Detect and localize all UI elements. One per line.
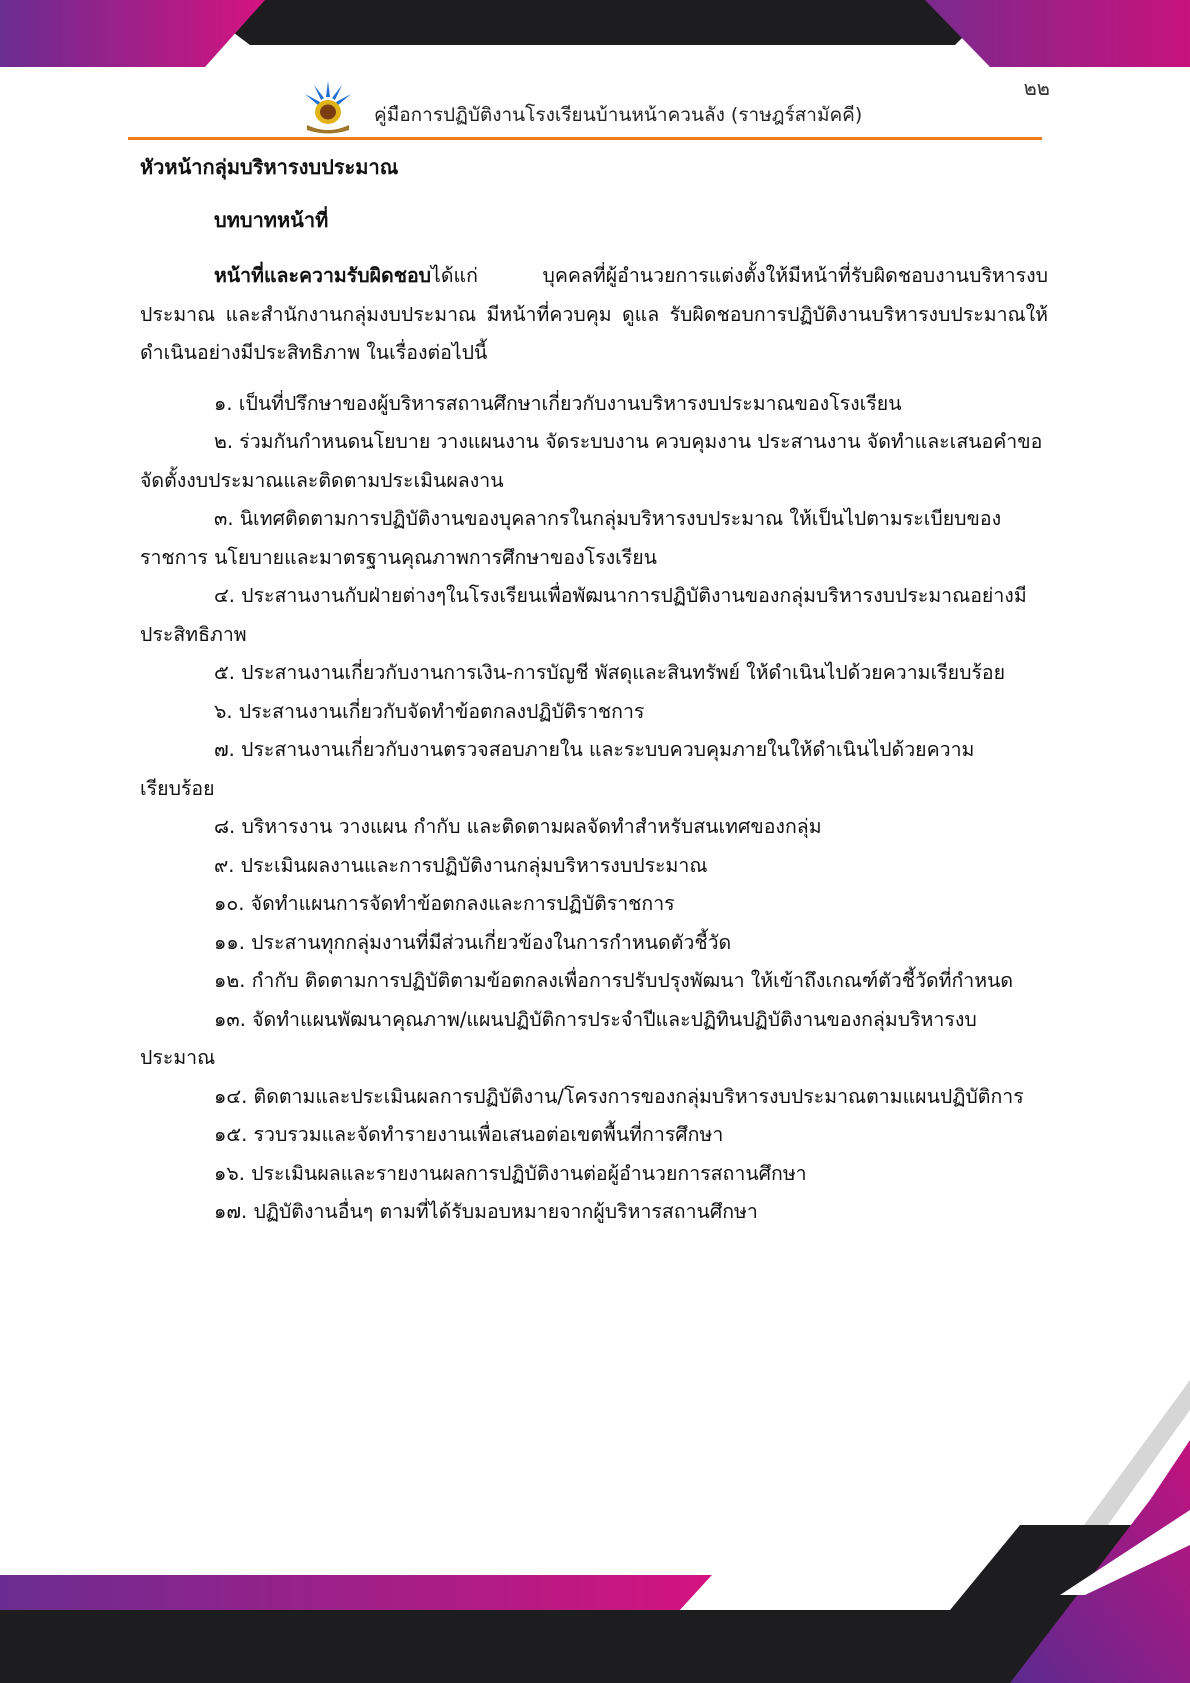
duty-item: ๑๐. จัดทำแผนการจัดทำข้อตกลงและการปฏิบัติราชการ: [214, 892, 675, 915]
duty-item: ๘. บริหารงาน วางแผน กำกับ และติดตามผลจัดทำสำหรับสนเทศของกลุ่ม: [214, 815, 822, 838]
top-left-accent: [0, 0, 265, 67]
school-emblem-icon: [299, 77, 357, 135]
section-heading: หัวหน้ากลุ่มบริหารงบประมาณ: [140, 155, 399, 179]
duty-list: [140, 385, 1048, 1232]
intro-paragraph: [140, 257, 1048, 373]
intro-lead: หน้าที่และความรับผิดชอบ: [214, 264, 432, 287]
duty-item: ๗. ประสานงานเกี่ยวกับงานตรวจสอบภายใน และระบบควบคุมภายในให้ดำเนินไปด้วยความเรียบร้อย: [140, 738, 975, 800]
duty-item: ๑๓. จัดทำแผนพัฒนาคุณภาพ/แผนปฏิบัติการประจำปีและปฏิทินปฏิบัติงานของกลุ่มบริหารงบประมาณ: [140, 1007, 977, 1069]
section-subheading: บทบาทหน้าที่: [214, 207, 329, 232]
document-body: [140, 148, 1048, 1232]
duty-item: ๑๖. ประเมินผลและรายงานผลการปฏิบัติงานต่อผู้อำนวยการสถานศึกษา: [214, 1161, 807, 1185]
intro-text: ได้แก่ บุคคลที่ผู้อำนวยการแต่งตั้งให้มีหน้าที่รับผิดชอบงานบริหารงบประมาณ และสำนักงานกลุ่มงบประมาณ มีหน้าที่ควบคุม ดูแล รับผิดชอบการปฏิบัติงานบริหารงบประมาณให้ดำเนินอย่างมีประสิทธิภาพ ในเรื่องต่อไปนี้: [140, 264, 1048, 364]
bottom-white-gap: [680, 1575, 900, 1610]
top-dark-band: [190, 0, 1000, 45]
duty-item: ๔. ประสานงานกับฝ่ายต่างๆในโรงเรียนเพื่อพัฒนาการปฏิบัติงานของกลุ่มบริหารงบประมาณอย่างมีประสิทธิภาพ: [140, 584, 1027, 646]
bottom-left-accent: [0, 1575, 712, 1610]
duty-item: ๙. ประเมินผลงานและการปฏิบัติงานกลุ่มบริหารงบประมาณ: [214, 853, 708, 877]
duty-item: ๑๕. รวบรวมและจัดทำรายงานเพื่อเสนอต่อเขตพื้นที่การศึกษา: [214, 1123, 724, 1146]
duty-item: ๕. ประสานงานเกี่ยวกับงานการเงิน-การบัญชี พัสดุและสินทรัพย์ ให้ดำเนินไปด้วยความเรียบร้อย: [214, 661, 1006, 684]
header-divider: [128, 137, 1042, 140]
document-header-title: คู่มือการปฏิบัติงานโรงเรียนบ้านหน้าควนลัง (ราษฎร์สามัคคี): [374, 104, 863, 126]
duty-item: ๑๔. ติดตามและประเมินผลการปฏิบัติงาน/โครงการของกลุ่มบริหารงบประมาณตามแผนปฏิบัติการ: [214, 1084, 1024, 1108]
duty-item: ๖. ประสานงานเกี่ยวกับจัดทำข้อตกลงปฏิบัติราชการ: [214, 699, 645, 723]
duty-item: ๑. เป็นที่ปรึกษาของผู้บริหารสถานศึกษาเกี่ยวกับงานบริหารงบประมาณของโรงเรียน: [214, 391, 902, 415]
duty-item: ๑๑. ประสานทุกกลุ่มงานที่มีส่วนเกี่ยวข้องในการกำหนดตัวชี้วัด: [214, 930, 732, 954]
duty-item: ๑๒. กำกับ ติดตามการปฏิบัติตามข้อตกลงเพื่อการปรับปรุงพัฒนา ให้เข้าถึงเกณฑ์ตัวชี้วัดที่กำหนด: [214, 969, 1014, 992]
page-number: ๒๒: [1023, 76, 1050, 100]
duty-item: ๓. นิเทศติดตามการปฏิบัติงานของบุคลากรในกลุ่มบริหารงบประมาณ ให้เป็นไปตามระเบียบของราชการ นโยบายและมาตรฐานคุณภาพการศึกษาของโรงเรียน: [140, 507, 1002, 569]
duty-item: ๑๗. ปฏิบัติงานอื่นๆ ตามที่ได้รับมอบหมายจากผู้บริหารสถานศึกษา: [214, 1200, 758, 1223]
top-right-accent: [925, 0, 1190, 67]
duty-item: ๒. ร่วมกันกำหนดนโยบาย วางแผนงาน จัดระบบงาน ควบคุมงาน ประสานงาน จัดทำและเสนอคำขอจัดตั้งงบประมาณและติดตามประเมินผลงาน: [140, 430, 1043, 492]
